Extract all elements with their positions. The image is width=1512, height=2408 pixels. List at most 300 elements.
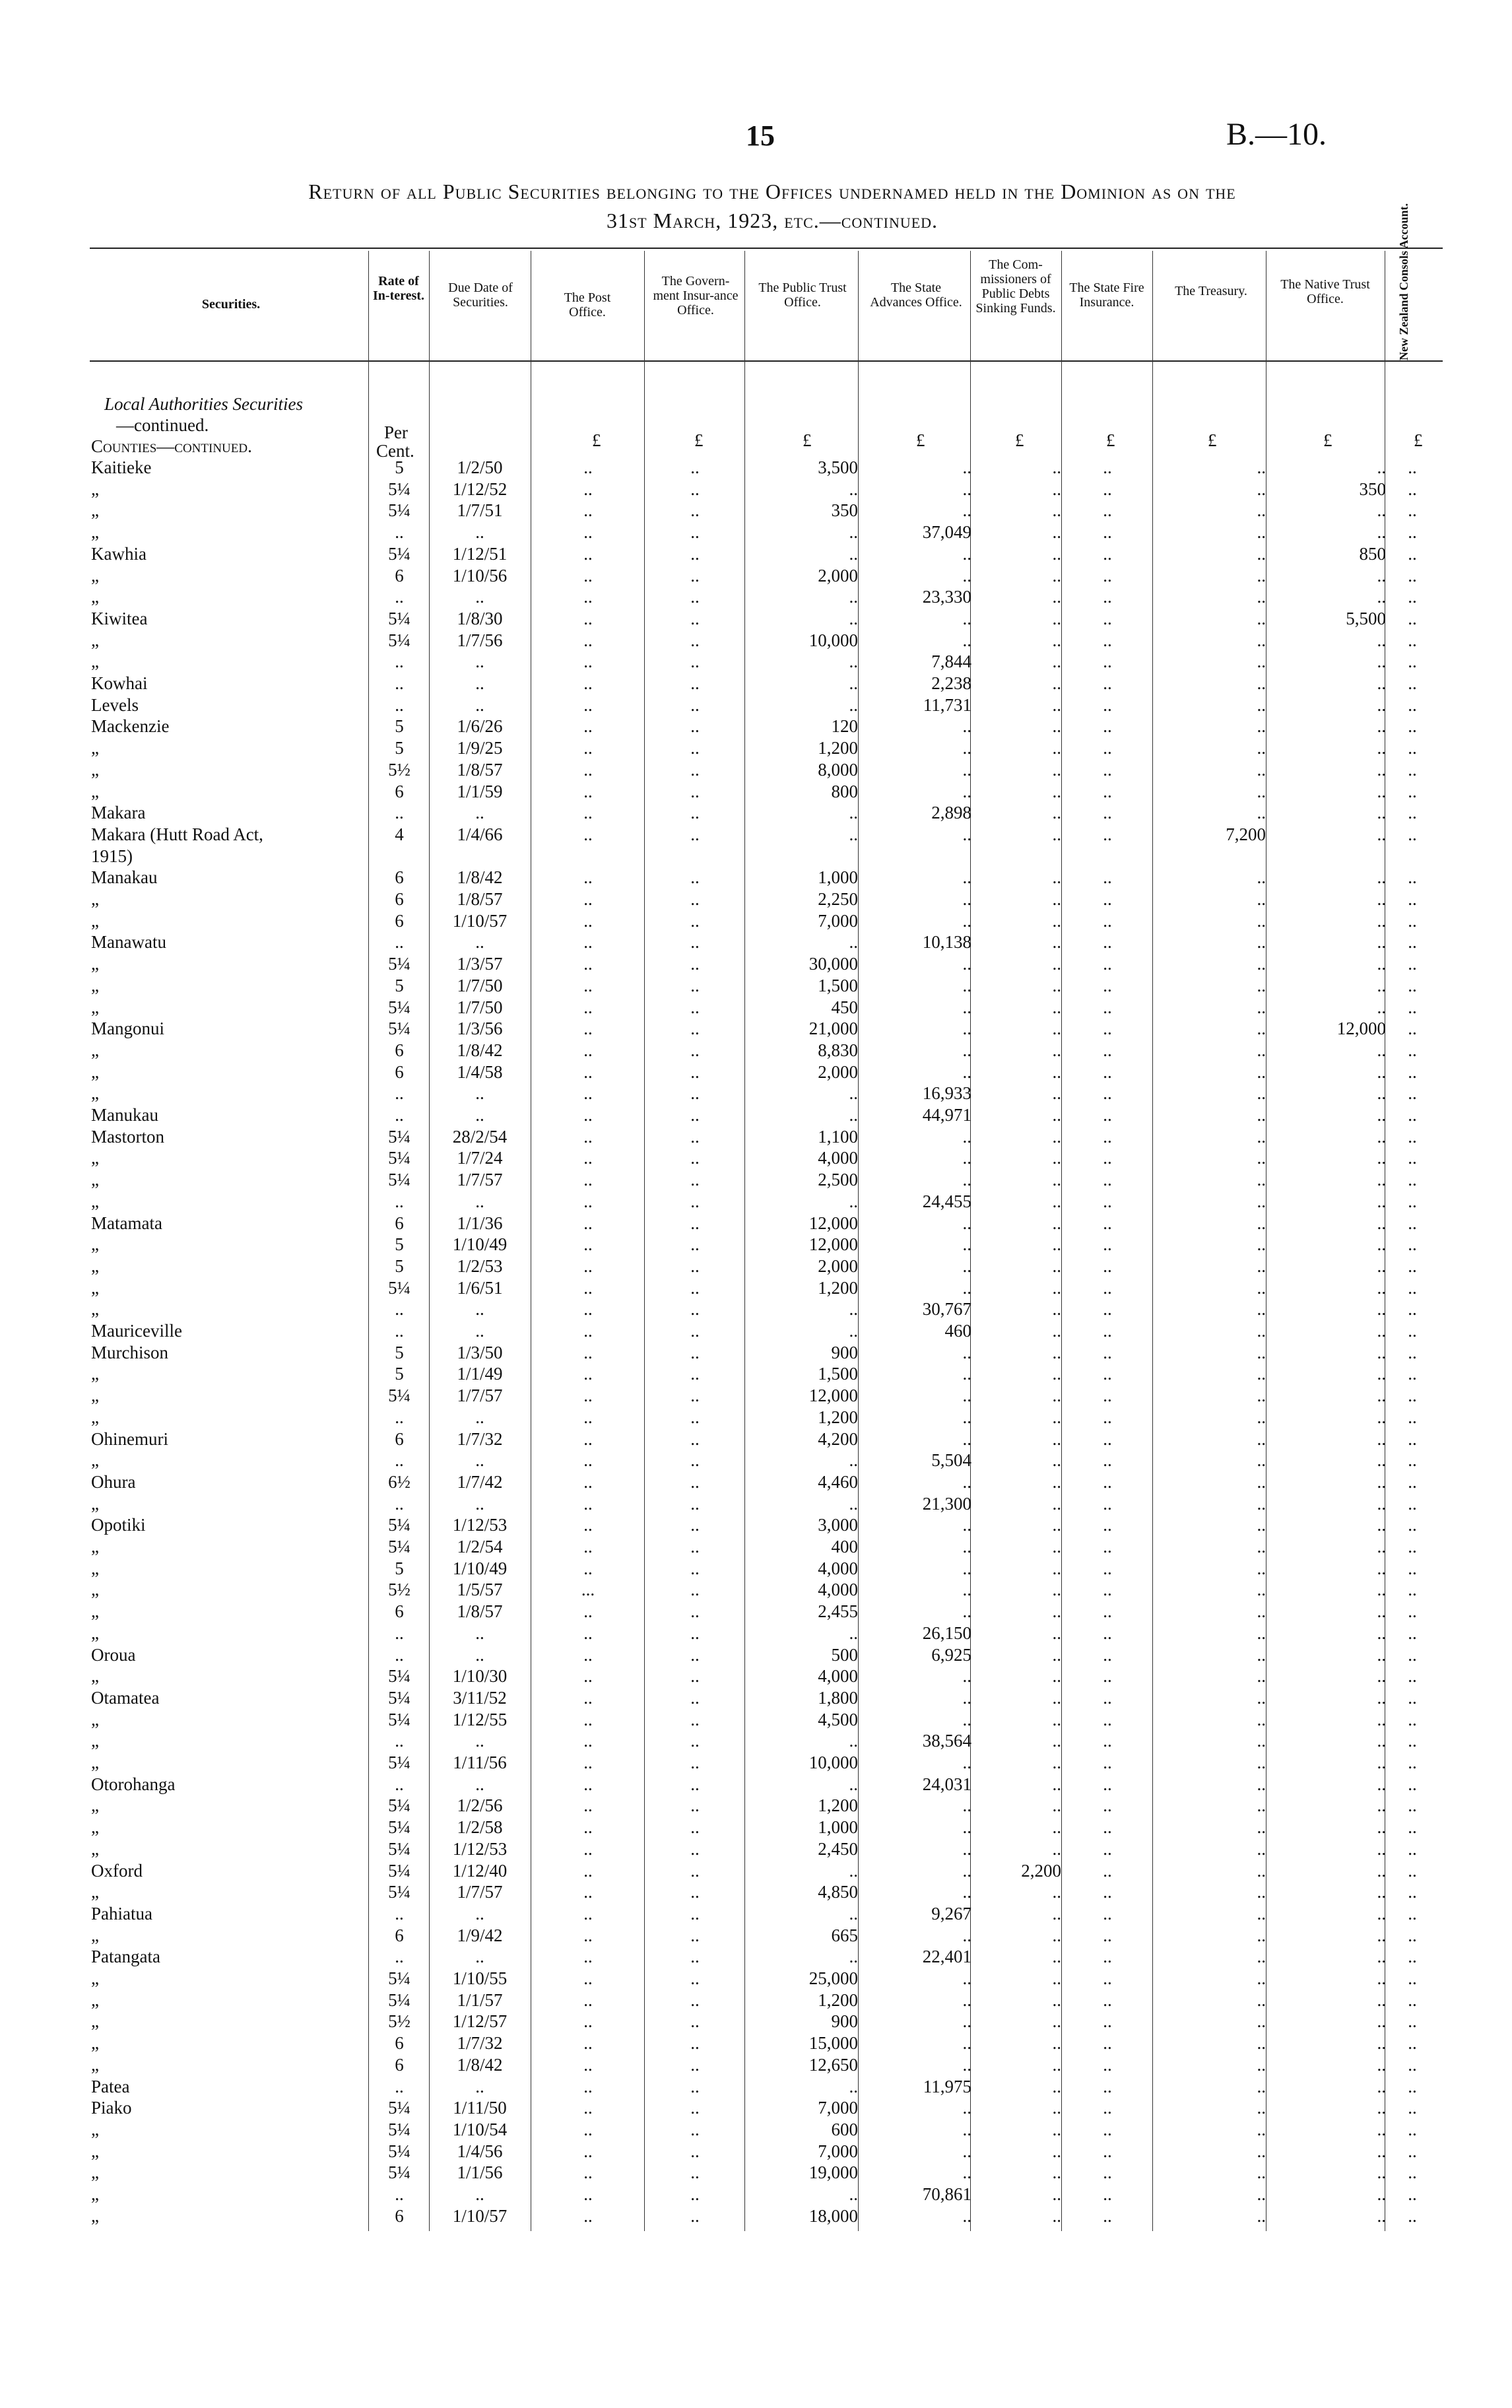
amount-cell: ..: [1052, 630, 1061, 650]
security-name: „: [91, 1882, 99, 1902]
amount-cell: ..: [583, 1925, 593, 1945]
amount-cell: ..: [1408, 543, 1417, 564]
amount-cell: ..: [1408, 716, 1417, 737]
amount-cell: ..: [1052, 1450, 1061, 1471]
amount-cell: ..: [1377, 1364, 1386, 1384]
amount-cell: ..: [690, 1795, 700, 1816]
amount-cell: ..: [690, 1105, 700, 1125]
rate-cell: 5¼: [388, 1126, 411, 1147]
amount-cell: ..: [690, 1148, 700, 1168]
table-row: [0, 1687, 1512, 1708]
amount-cell: ..: [1052, 2119, 1061, 2139]
rate-cell: ..: [395, 2184, 404, 2204]
amount-cell: ..: [1103, 1882, 1112, 1902]
amount-cell: 7,000: [818, 910, 858, 931]
amount-cell: ..: [583, 565, 593, 585]
rate-cell: ..: [395, 1622, 404, 1643]
security-name: „: [91, 500, 99, 521]
due-date-cell: ..: [475, 694, 484, 715]
amount-cell: ..: [1257, 543, 1266, 564]
amount-cell: ..: [1103, 587, 1112, 607]
amount-cell: ..: [1377, 457, 1386, 477]
amount-cell: 2,500: [818, 1170, 858, 1190]
security-name: „: [91, 1040, 99, 1060]
amount-cell: ..: [1377, 1515, 1386, 1535]
amount-cell: ..: [583, 1299, 593, 1320]
amount-cell: ..: [583, 1666, 593, 1687]
amount-cell: ..: [1052, 500, 1061, 521]
due-date-cell: ..: [475, 652, 484, 672]
due-date-cell: 1/12/57: [452, 2011, 508, 2032]
due-date-cell: 1/10/30: [452, 1666, 508, 1687]
rate-cell: 6: [395, 867, 404, 888]
due-date-cell: ..: [475, 1774, 484, 1794]
amount-cell: ..: [1377, 1126, 1386, 1147]
amount-cell: ..: [690, 1126, 700, 1147]
amount-cell: ..: [1052, 1019, 1061, 1039]
amount-cell: ..: [962, 1753, 971, 1772]
amount-cell: 3,500: [818, 457, 858, 477]
amount-cell: ..: [1408, 1515, 1417, 1535]
amount-cell: 37,049: [922, 522, 971, 543]
amount-cell: ..: [962, 2162, 971, 2183]
amount-cell: 4,000: [818, 1148, 858, 1168]
amount-cell: ..: [1052, 1083, 1061, 1104]
amount-cell: ..: [1377, 1753, 1386, 1772]
amount-cell: ..: [849, 1731, 858, 1751]
rate-cell: 5¼: [388, 630, 411, 650]
amount-cell: ..: [583, 2033, 593, 2054]
due-date-cell: 1/7/32: [457, 1428, 503, 1449]
amount-cell: ..: [1408, 1537, 1417, 1556]
table-row: [0, 1342, 1512, 1363]
table-row: [0, 543, 1512, 564]
amount-cell: 12,000: [808, 1234, 858, 1255]
rate-cell: 5½: [388, 1580, 411, 1600]
amount-cell: ..: [1377, 1925, 1386, 1945]
amount-cell: ..: [1377, 1170, 1386, 1190]
amount-cell: ..: [583, 1644, 593, 1665]
amount-cell: ..: [1257, 2098, 1266, 2118]
amount-cell: ..: [1052, 1753, 1061, 1772]
security-name: „: [91, 1731, 99, 1751]
header-bottom-rule: [90, 360, 1443, 362]
amount-cell: ..: [690, 1342, 700, 1362]
table-row: [0, 630, 1512, 651]
security-name: „: [91, 1580, 99, 1600]
due-date-cell: 1/12/52: [452, 479, 508, 499]
amount-cell: ..: [690, 2011, 700, 2032]
amount-cell: 23,330: [922, 587, 971, 607]
amount-cell: ..: [849, 803, 858, 823]
due-date-cell: 1/6/26: [457, 716, 503, 737]
rate-cell: 5¼: [388, 1537, 411, 1556]
amount-cell: ..: [583, 2054, 593, 2075]
amount-cell: ..: [1408, 1666, 1417, 1687]
amount-cell: ..: [1103, 738, 1112, 758]
table-row: [0, 1234, 1512, 1255]
table-row: [0, 1298, 1512, 1320]
amount-cell: ..: [690, 1774, 700, 1794]
amount-cell: ..: [1103, 2076, 1112, 2096]
table-row: [0, 1946, 1512, 1967]
amount-cell: ..: [1052, 543, 1061, 564]
amount-cell: ..: [962, 500, 971, 521]
amount-cell: ..: [1257, 1321, 1266, 1341]
amount-cell: ..: [690, 1601, 700, 1622]
amount-cell: ..: [1052, 673, 1061, 693]
table-row: [0, 1493, 1512, 1514]
due-date-cell: 1/7/57: [457, 1882, 503, 1902]
amount-cell: ..: [1103, 1019, 1112, 1039]
security-name: „: [91, 2011, 99, 2032]
amount-cell: ..: [849, 1450, 858, 1471]
amount-cell: 800: [831, 781, 858, 801]
amount-cell: ..: [1377, 1601, 1386, 1622]
security-name: „: [91, 522, 99, 543]
due-date-cell: 1/1/56: [457, 2162, 503, 2183]
amount-cell: ..: [1103, 1407, 1112, 1427]
amount-cell: ..: [962, 1255, 971, 1276]
amount-cell: ..: [690, 522, 700, 543]
amount-cell: ..: [1257, 1234, 1266, 1255]
amount-cell: ..: [583, 1774, 593, 1794]
table-row: [0, 586, 1512, 607]
amount-cell: ..: [1052, 1364, 1061, 1384]
rate-cell: 5¼: [388, 1019, 411, 1039]
amount-cell: ..: [1408, 694, 1417, 715]
amount-cell: ..: [1377, 867, 1386, 888]
table-row: [0, 1277, 1512, 1298]
amount-cell: ..: [1377, 1105, 1386, 1125]
amount-cell: ..: [1052, 1471, 1061, 1492]
amount-cell: ..: [1377, 1774, 1386, 1794]
amount-cell: ..: [690, 500, 700, 521]
table-row: [0, 953, 1512, 974]
due-date-cell: 1/11/50: [453, 2098, 507, 2118]
amount-cell: ..: [1408, 1558, 1417, 1578]
amount-cell: ..: [1052, 1709, 1061, 1729]
amount-cell: ..: [1052, 1601, 1061, 1622]
table-row: [0, 1040, 1512, 1061]
security-name: Manukau: [91, 1105, 158, 1125]
amount-cell: ..: [1103, 479, 1112, 499]
due-date-cell: 1/5/57: [457, 1580, 503, 1600]
table-row: [0, 867, 1512, 888]
amount-cell: ..: [690, 1925, 700, 1945]
amount-cell: ..: [1257, 2141, 1266, 2161]
table-row: [0, 2162, 1512, 2183]
due-date-cell: 1/9/42: [457, 1925, 503, 1945]
amount-cell: ..: [1257, 630, 1266, 650]
amount-cell: ..: [1257, 1126, 1266, 1147]
amount-cell: ..: [690, 1644, 700, 1665]
rate-cell: 5¼: [388, 1687, 411, 1708]
header-state-advances: The State Advances Office.: [870, 281, 962, 310]
amount-cell: ..: [583, 694, 593, 715]
security-name: „: [91, 479, 99, 499]
document-reference: B.—10.: [1226, 117, 1327, 152]
amount-cell: ..: [1052, 867, 1061, 888]
amount-cell: ..: [690, 694, 700, 715]
amount-cell: ..: [962, 954, 971, 974]
amount-cell: ..: [1377, 1903, 1386, 1923]
security-name: Opotiki: [91, 1515, 146, 1535]
amount-cell: ..: [1408, 500, 1417, 521]
table-row: [0, 975, 1512, 996]
amount-cell: ..: [962, 1537, 971, 1556]
amount-cell: 1,800: [818, 1687, 858, 1708]
due-date-cell: ..: [475, 673, 484, 693]
security-name: Patea: [91, 2076, 130, 2096]
due-date-cell: ..: [475, 803, 484, 823]
due-date-cell: 1/1/57: [457, 1990, 503, 2010]
security-name: „: [91, 1537, 99, 1556]
amount-cell: ..: [1377, 1234, 1386, 1255]
amount-cell: ..: [962, 781, 971, 801]
amount-cell: ..: [1257, 1428, 1266, 1449]
security-name: Oroua: [91, 1644, 136, 1665]
rate-cell: 5¼: [388, 500, 411, 521]
amount-cell: ..: [1377, 1968, 1386, 1988]
amount-cell: ..: [1257, 738, 1266, 758]
amount-cell: ..: [1257, 1061, 1266, 1082]
amount-cell: ..: [1052, 1968, 1061, 1988]
amount-cell: ..: [690, 1990, 700, 2010]
amount-cell: ..: [1377, 803, 1386, 823]
due-date-cell: 1/8/57: [457, 1601, 503, 1622]
amount-cell: 350: [1359, 479, 1386, 499]
rate-cell: 5: [395, 1255, 404, 1276]
due-date-cell: 1/12/51: [452, 543, 508, 564]
amount-cell: ..: [1103, 1061, 1112, 1082]
amount-cell: ..: [1257, 1407, 1266, 1427]
security-name: „: [91, 630, 99, 650]
amount-cell: ..: [1257, 1903, 1266, 1923]
amount-cell: ..: [1257, 1817, 1266, 1838]
rate-cell: 5¼: [388, 1753, 411, 1772]
amount-cell: ..: [1052, 1817, 1061, 1838]
rate-cell: ..: [395, 1299, 404, 1320]
due-date-cell: 1/7/50: [457, 975, 503, 995]
amount-cell: ..: [1377, 1947, 1386, 1967]
amount-cell: ..: [962, 543, 971, 564]
security-name: 1915): [91, 846, 133, 866]
rate-cell: 5¼: [388, 1515, 411, 1535]
rate-cell: 6: [395, 910, 404, 931]
table-row: [0, 1881, 1512, 1902]
due-date-cell: 1/4/56: [457, 2141, 503, 2161]
amount-cell: ..: [583, 759, 593, 780]
amount-cell: ..: [1377, 1558, 1386, 1578]
amount-cell: ..: [1052, 1687, 1061, 1708]
amount-cell: ..: [583, 2076, 593, 2096]
due-date-cell: 1/7/56: [457, 630, 503, 650]
amount-cell: ..: [1103, 1709, 1112, 1729]
rate-cell: ..: [395, 1493, 404, 1514]
due-date-cell: ..: [475, 1191, 484, 1211]
rate-cell: 6: [395, 2054, 404, 2075]
amount-cell: ..: [1408, 630, 1417, 650]
due-date-cell: 1/10/49: [452, 1558, 508, 1578]
security-name: Manawatu: [91, 932, 166, 953]
table-row: [0, 1320, 1512, 1341]
amount-cell: 21,300: [922, 1493, 971, 1514]
header-top-rule: [90, 248, 1443, 249]
amount-cell: ..: [1408, 1753, 1417, 1772]
due-date-cell: 1/1/59: [457, 781, 503, 801]
amount-cell: ..: [583, 1622, 593, 1643]
security-name: Mauriceville: [91, 1321, 182, 1341]
amount-cell: ..: [1103, 1277, 1112, 1298]
amount-cell: ..: [1052, 954, 1061, 974]
amount-cell: ..: [962, 889, 971, 909]
amount-cell: 350: [831, 500, 858, 521]
amount-cell: ..: [962, 2011, 971, 2032]
amount-cell: ..: [1103, 652, 1112, 672]
amount-cell: ..: [1052, 1537, 1061, 1556]
amount-cell: ..: [1257, 1342, 1266, 1362]
amount-cell: ..: [1257, 1450, 1266, 1471]
amount-cell: ..: [1052, 1040, 1061, 1060]
amount-cell: ..: [690, 1386, 700, 1406]
rate-cell: 5¼: [388, 954, 411, 974]
amount-cell: ..: [583, 543, 593, 564]
due-date-cell: ..: [475, 2184, 484, 2204]
security-name: „: [91, 1277, 99, 1298]
due-date-cell: 28/2/54: [452, 1126, 508, 1147]
table-row: [0, 673, 1512, 694]
table-row: [0, 2141, 1512, 2162]
table-row: [0, 1665, 1512, 1687]
amount-cell: ..: [583, 716, 593, 737]
security-name: Piako: [91, 2098, 132, 2118]
security-name: „: [91, 1299, 99, 1320]
rate-cell: 5¼: [388, 1795, 411, 1816]
security-name: Kawhia: [91, 543, 147, 564]
table-row: [0, 2205, 1512, 2226]
due-date-cell: ..: [475, 1731, 484, 1751]
amount-cell: ..: [849, 608, 858, 628]
amount-cell: ..: [690, 1709, 700, 1729]
amount-cell: ..: [1408, 522, 1417, 543]
amount-cell: ..: [1103, 1450, 1112, 1471]
amount-cell: ..: [962, 867, 971, 888]
due-date-cell: ..: [475, 1407, 484, 1427]
due-date-cell: 1/2/56: [457, 1795, 503, 1816]
amount-cell: ..: [1377, 2205, 1386, 2226]
amount-cell: ..: [690, 1537, 700, 1556]
rate-cell: 6: [395, 1601, 404, 1622]
amount-cell: ..: [1052, 1148, 1061, 1168]
amount-cell: ..: [849, 1947, 858, 1967]
due-date-cell: 1/2/54: [457, 1537, 503, 1556]
amount-cell: ..: [1257, 716, 1266, 737]
amount-cell: 4,000: [818, 1666, 858, 1687]
due-date-cell: 1/4/58: [457, 1061, 503, 1082]
amount-cell: ..: [1052, 2141, 1061, 2161]
amount-cell: ..: [1103, 2162, 1112, 2183]
amount-cell: ..: [690, 1687, 700, 1708]
amount-cell: ..: [1103, 867, 1112, 888]
due-date-cell: ..: [475, 587, 484, 607]
amount-cell: ..: [1408, 1450, 1417, 1471]
amount-cell: ..: [849, 479, 858, 499]
table-row: [0, 1514, 1512, 1535]
amount-cell: ..: [1377, 1148, 1386, 1168]
amount-cell: ..: [849, 522, 858, 543]
amount-cell: ..: [1257, 1774, 1266, 1794]
header-public-trust: The Public Trust Office.: [758, 281, 847, 310]
amount-cell: 26,150: [922, 1622, 971, 1643]
rate-cell: ..: [395, 694, 404, 715]
rate-cell: 5¼: [388, 1666, 411, 1687]
amount-cell: ..: [1257, 1083, 1266, 1104]
amount-cell: 1,100: [818, 1126, 858, 1147]
amount-cell: ..: [962, 1817, 971, 1838]
amount-cell: ..: [1103, 1493, 1112, 1514]
amount-cell: ..: [583, 2184, 593, 2204]
rate-cell: 6: [395, 781, 404, 801]
amount-cell: ..: [1408, 1321, 1417, 1341]
amount-cell: ..: [1103, 2011, 1112, 2032]
amount-cell: ..: [962, 479, 971, 499]
security-name: „: [91, 1148, 99, 1168]
header-state-fire: The State Fire Insurance.: [1069, 281, 1144, 310]
amount-cell: ..: [1052, 2184, 1061, 2204]
table-row: [0, 1536, 1512, 1557]
amount-cell: ..: [583, 522, 593, 543]
table-row: [0, 1644, 1512, 1665]
due-date-cell: 1/7/57: [457, 1170, 503, 1190]
amount-cell: ..: [690, 1170, 700, 1190]
amount-cell: ..: [1377, 997, 1386, 1017]
amount-cell: 1,000: [818, 867, 858, 888]
amount-cell: 18,000: [808, 2205, 858, 2226]
amount-cell: 120: [831, 716, 858, 737]
security-name: „: [91, 1753, 99, 1772]
security-name: Levels: [91, 694, 139, 715]
amount-cell: ..: [583, 500, 593, 521]
amount-cell: ..: [690, 738, 700, 758]
amount-cell: ..: [1103, 1644, 1112, 1665]
amount-cell: ..: [690, 1428, 700, 1449]
rate-cell: ..: [395, 1947, 404, 1967]
amount-cell: ..: [690, 716, 700, 737]
amount-cell: ..: [849, 932, 858, 953]
amount-cell: ..: [1377, 1299, 1386, 1320]
rate-cell: 6: [395, 1213, 404, 1233]
amount-cell: ..: [1408, 1968, 1417, 1988]
amount-cell: ..: [1408, 889, 1417, 909]
amount-cell: ..: [962, 1990, 971, 2010]
amount-cell: 2,455: [818, 1601, 858, 1622]
amount-cell: ..: [1408, 1925, 1417, 1945]
amount-cell: ..: [1257, 1925, 1266, 1945]
amount-cell: ..: [583, 1903, 593, 1923]
amount-cell: ..: [1408, 1601, 1417, 1622]
amount-cell: ..: [1377, 2119, 1386, 2139]
amount-cell: ..: [1257, 954, 1266, 974]
amount-cell: 6,925: [931, 1644, 971, 1665]
due-date-cell: 1/10/54: [452, 2119, 508, 2139]
security-name: „: [91, 2054, 99, 2075]
amount-cell: ..: [583, 608, 593, 628]
amount-cell: ..: [849, 824, 858, 844]
amount-cell: 7,000: [818, 2141, 858, 2161]
amount-cell: ..: [690, 1019, 700, 1039]
amount-cell: ..: [1377, 2141, 1386, 2161]
